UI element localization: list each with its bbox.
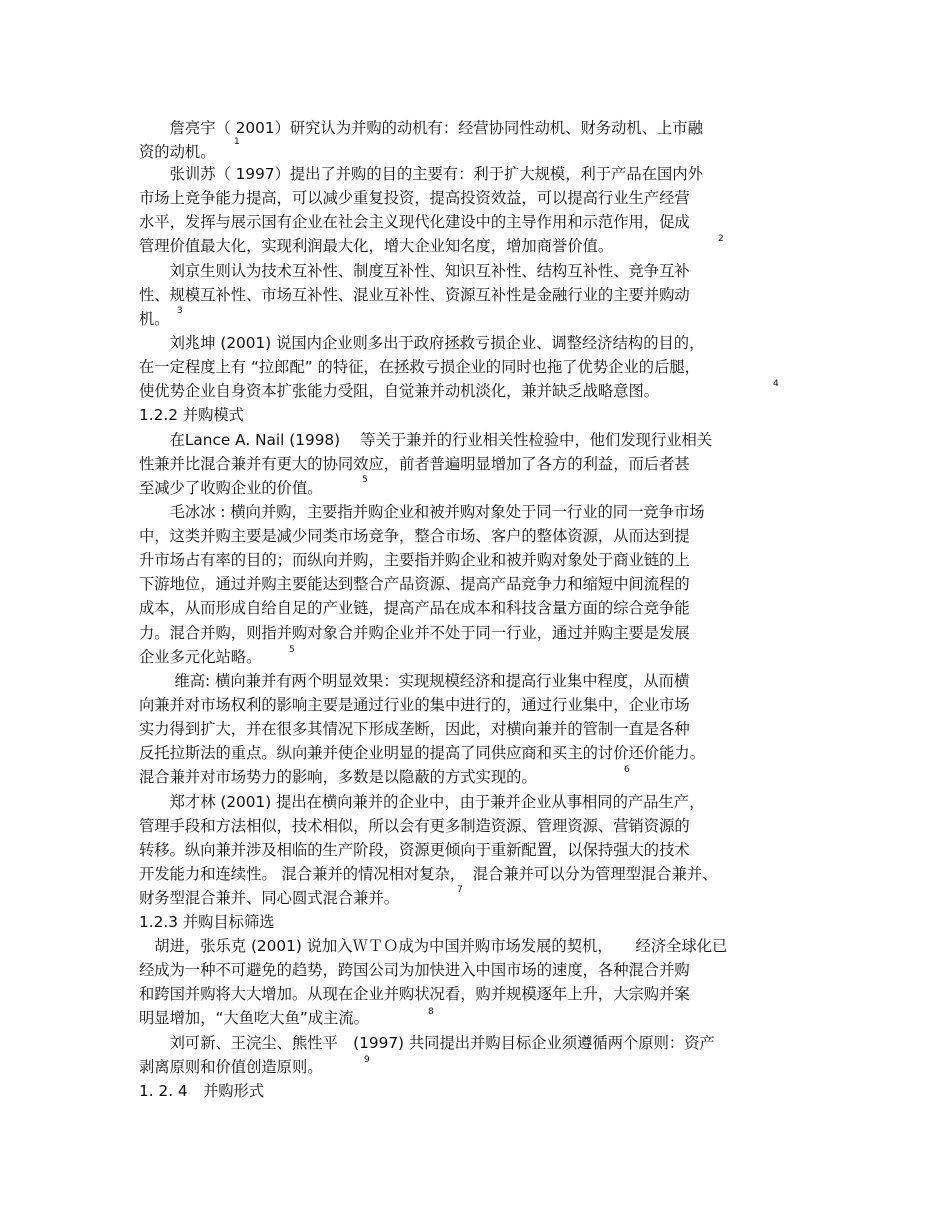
section-heading: 1.2.2 并购模式 [139,406,244,424]
paragraph-line: 企业多元化站略。 [139,648,262,666]
footnote-marker: 6 [624,765,630,775]
paragraph-line: 维高: 横向兼并有两个明显效果：实现规模经济和提高行业集中程度，从而横 [139,672,690,690]
section-heading: 1.2.3 并购目标筛选 [139,913,275,931]
paragraph-line: 水平，发挥与展示国有企业在社会主义现代化建设中的主导作用和示范作用，促成 [139,213,690,231]
paragraph-line: 毛冰冰 : 横向并购，主要指并购企业和被并购对象处于同一行业的同一竞争市场 [139,503,705,521]
paragraph-line: 开发能力和连续性。 混合兼并的情况相对复杂， 混合兼并可以分为管理型混合兼并、 [139,865,718,883]
paragraph-line: 使优势企业自身资本扩张能力受阻，自觉兼并动机淡化，兼并缺乏战略意图。 [139,382,660,400]
paragraph-line: 詹亮宇（ 2001）研究认为并购的动机有：经营协同性动机、财务动机、上市融 [139,119,703,137]
paragraph-line: 刘可新、王浣尘、熊性平 (1997) 共同提出并购目标企业须遵循两个原则：资产 [139,1034,715,1052]
paragraph-line: 力。混合并购，则指并购对象合并购企业并不处于同一行业，通过并购主要是发展 [139,624,690,642]
paragraph-line: 张训苏（ 1997）提出了并购的目的主要有：利于扩大规模，利于产品在国内外 [139,165,703,183]
paragraph-line: 转移。纵向兼并涉及相临的生产阶段，资源更倾向于重新配置，以保持强大的技术 [139,841,690,859]
paragraph-line: 刘京生则认为技术互补性、制度互补性、知识互补性、结构互补性、竞争互补 [139,262,690,280]
paragraph-line: 中，这类并购主要是减少同类市场竞争，整合市场、客户的整体资源，从而达到提 [139,527,690,545]
paragraph-line: 向兼并对市场权利的影响主要是通过行业的集中进行的，通过行业集中，企业市场 [139,696,690,714]
paragraph-line: 成本，从而形成自给自足的产业链，提高产品在成本和科技含量方面的综合竞争能 [139,599,690,617]
paragraph-line: 胡进，张乐克 (2001) 说加入ＷＴＯ成为中国并购市场发展的契机， 经济全球化已 [139,937,728,955]
paragraph-line: 资的动机。 [139,143,216,161]
footnote-marker: 9 [364,1055,370,1065]
paragraph-line: 明显增加，“大鱼吃大鱼”成主流。 [139,1009,370,1027]
footnote-marker: 3 [177,306,183,316]
paragraph-line: 郑才林 (2001) 提出在横向兼并的企业中，由于兼并企业从事相同的产品生产， [139,793,705,811]
paragraph-line: 经成为一种不可避免的趋势，跨国公司为加快进入中国市场的速度，各种混合并购 [139,961,690,979]
footnote-marker: 1 [234,137,240,147]
paragraph-line: 管理手段和方法相似，技术相似，所以会有更多制造资源、管理资源、营销资源的 [139,817,690,835]
paragraph-line: 剥离原则和价值创造原则。 [139,1058,323,1076]
paragraph-line: 反托拉斯法的重点。纵向兼并使企业明显的提高了同供应商和买主的讨价还价能力。 [139,744,705,762]
paragraph-line: 管理价值最大化，实现利润最大化，增大企业知名度，增加商誉价值。 [139,237,614,255]
footnote-marker: 2 [718,234,724,244]
section-heading: 1. 2. 4 并购形式 [139,1082,265,1100]
paragraph-line: 在一定程度上有 “拉郎配” 的特征，在拯救亏损企业的同时也拖了优势企业的后腿， [139,358,700,376]
footnote-marker: 7 [457,885,463,895]
footnote-marker: 5 [362,475,368,485]
paragraph-line: 财务型混合兼并、同心圆式混合兼并。 [139,889,400,907]
paragraph-line: 和跨国并购将大大增加。从现在企业并购状况看，购并规模逐年上升，大宗购并案 [139,985,690,1003]
paragraph-line: 刘兆坤 (2001) 说国内企业则多出于政府拯救亏损企业、调整经济结构的目的， [139,334,705,352]
footnote-marker: 5 [289,645,295,655]
paragraph-line: 至减少了收购企业的价值。 [139,479,323,497]
paragraph-line: 升市场占有率的目的；而纵向并购，主要指并购企业和被并购对象处于商业链的上 [139,551,690,569]
paragraph-line: 性兼并比混合兼并有更大的协同效应，前者普遍明显增加了各方的利益，而后者甚 [139,455,690,473]
footnote-marker: 4 [773,379,779,389]
paragraph-line: 下游地位，通过并购主要能达到整合产品资源、提高产品竞争力和缩短中间流程的 [139,575,690,593]
paragraph-line: 市场上竞争能力提高，可以减少重复投资，提高投资效益，可以提高行业生产经营 [139,189,690,207]
paragraph-line: 机。 [139,310,170,328]
paragraph-line: 在Lance A. Nail (1998) 等关于兼并的行业相关性检验中，他们发现行业相关 [139,431,713,449]
paragraph-line: 实力得到扩大，并在很多其情况下形成垄断，因此，对横向兼并的管制一直是各种 [139,720,690,738]
footnote-marker: 8 [428,1007,434,1017]
paragraph-line: 混合兼并对市场势力的影响，多数是以隐蔽的方式实现的。 [139,768,537,786]
paragraph-line: 性、规模互补性、市场互补性、混业互补性、资源互补性是金融行业的主要并购动 [139,286,690,304]
